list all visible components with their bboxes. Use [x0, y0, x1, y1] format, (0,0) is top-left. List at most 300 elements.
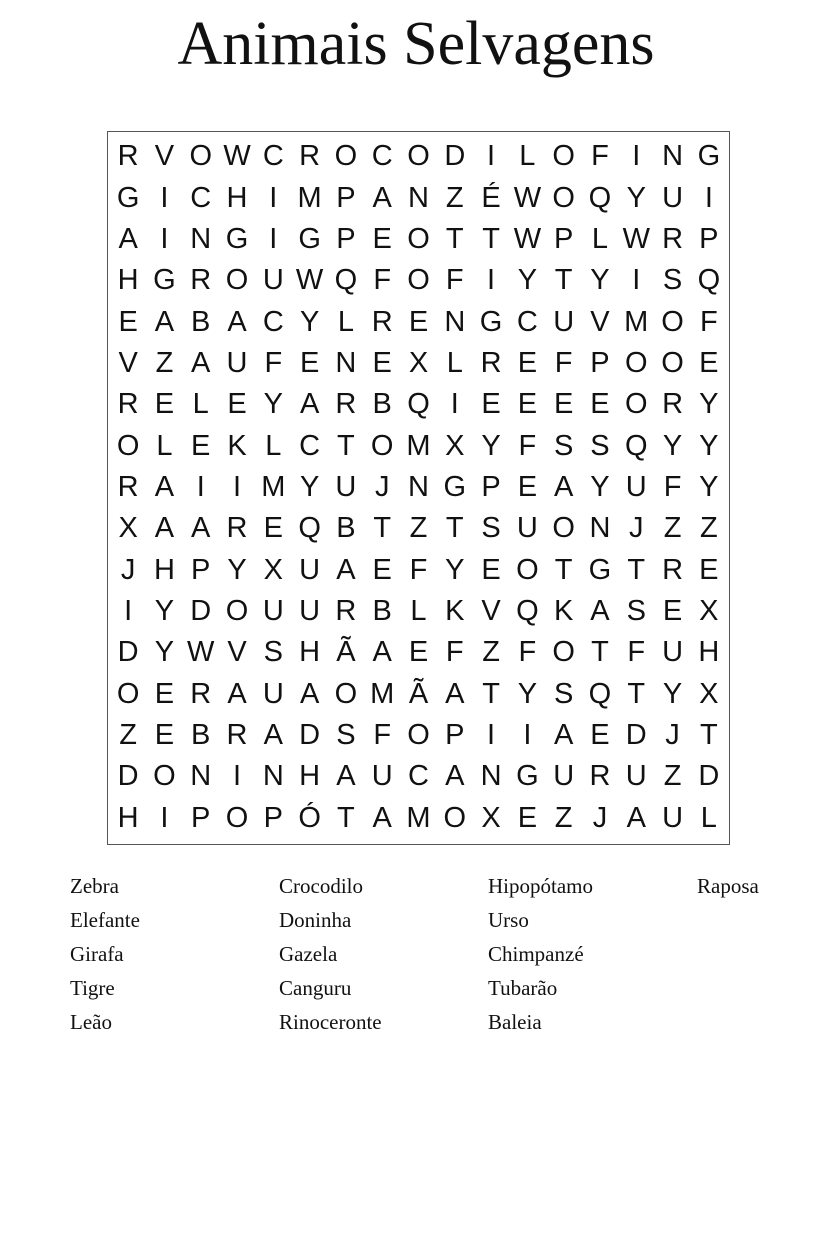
grid-cell: S: [481, 512, 501, 545]
grid-cell: W: [223, 140, 251, 173]
grid-cell: D: [190, 595, 212, 628]
grid-cell: T: [591, 636, 609, 669]
grid-cell: Q: [298, 512, 321, 545]
grid-cell: I: [487, 719, 496, 752]
grid-cell: E: [662, 595, 683, 628]
grid-cell: U: [662, 181, 684, 214]
grid-cell: B: [372, 388, 392, 421]
grid-cell: C: [408, 760, 429, 793]
grid-cell: C: [371, 140, 393, 173]
grid-cell: R: [190, 677, 212, 710]
grid-cell: U: [625, 470, 647, 503]
grid-cell: W: [622, 222, 650, 255]
grid-cell: X: [445, 429, 465, 462]
grid-cell: L: [156, 429, 173, 462]
grid-cell: Q: [697, 264, 721, 297]
word-list-item: Urso: [488, 908, 529, 932]
grid-cell: J: [374, 470, 390, 503]
grid-cell: U: [553, 305, 575, 338]
grid-cell: L: [446, 346, 463, 379]
grid-cell: A: [372, 636, 392, 669]
grid-cell: V: [154, 140, 175, 173]
grid-cell: Z: [119, 719, 137, 752]
grid-cell: N: [408, 181, 429, 214]
grid-cell: E: [408, 305, 429, 338]
grid-cell: E: [299, 346, 320, 379]
word-list-item: Rinoceronte: [279, 1010, 382, 1034]
grid-cell: Z: [482, 636, 500, 669]
grid-cell: O: [552, 140, 575, 173]
grid-cell: A: [191, 512, 211, 545]
grid-cell: R: [117, 388, 139, 421]
grid-cell: R: [589, 760, 611, 793]
grid-cell: H: [117, 264, 139, 297]
grid-cell: M: [624, 305, 649, 338]
grid-cell: E: [372, 346, 392, 379]
grid-cell: P: [263, 801, 283, 834]
grid-cell: O: [370, 429, 394, 462]
grid-cell: Z: [663, 512, 682, 545]
grid-cell: R: [335, 388, 357, 421]
grid-cell: Q: [407, 388, 430, 421]
grid-cell: A: [191, 346, 211, 379]
grid-cell: Z: [554, 801, 573, 834]
grid-cell: A: [590, 595, 610, 628]
grid-cell: A: [553, 470, 574, 503]
grid-cell: G: [298, 222, 321, 255]
grid-cell: E: [517, 346, 538, 379]
grid-cell: M: [297, 181, 322, 214]
grid-cell: B: [372, 595, 392, 628]
grid-cell: I: [160, 181, 169, 214]
grid-cell: Ã: [336, 636, 356, 669]
grid-cell: G: [116, 181, 140, 214]
grid-cell: Y: [299, 470, 320, 503]
grid-cell: O: [407, 222, 430, 255]
grid-cell: P: [481, 470, 501, 503]
grid-cell: T: [627, 553, 646, 586]
grid-cell: R: [299, 140, 321, 173]
grid-cell: C: [190, 181, 212, 214]
grid-cell: O: [225, 595, 249, 628]
grid-cell: T: [445, 222, 464, 255]
grid-cell: U: [226, 346, 248, 379]
grid-cell: A: [154, 470, 175, 503]
grid-cell: Y: [699, 388, 719, 421]
grid-cell: G: [479, 305, 503, 338]
grid-cell: Z: [445, 181, 464, 214]
grid-cell: I: [160, 222, 169, 255]
grid-cell: Y: [517, 264, 538, 297]
grid-cell: H: [117, 801, 139, 834]
grid-cell: M: [370, 677, 395, 710]
grid-cell: M: [406, 801, 431, 834]
grid-cell: X: [263, 553, 283, 586]
grid-cell: N: [262, 760, 284, 793]
grid-cell: A: [336, 760, 356, 793]
grid-cell: K: [445, 595, 465, 628]
grid-cell: I: [160, 801, 169, 834]
grid-cell: T: [554, 553, 573, 586]
grid-cell: I: [632, 264, 641, 297]
grid-cell: G: [516, 760, 539, 793]
grid-cell: C: [299, 429, 321, 462]
grid-cell: E: [154, 388, 175, 421]
word-list-item: Elefante: [70, 908, 140, 932]
grid-cell: H: [698, 636, 720, 669]
grid-cell: O: [552, 181, 575, 214]
grid-cell: Q: [588, 181, 612, 214]
grid-cell: E: [590, 388, 610, 421]
grid-cell: O: [116, 677, 140, 710]
grid-cell: A: [553, 719, 574, 752]
grid-cell: R: [226, 512, 248, 545]
grid-cell: G: [588, 553, 612, 586]
grid-cell: A: [154, 512, 175, 545]
grid-cell: X: [699, 595, 719, 628]
grid-cell: N: [480, 760, 502, 793]
grid-cell: E: [481, 553, 501, 586]
grid-cell: A: [118, 222, 138, 255]
grid-cell: D: [117, 636, 139, 669]
grid-cell: X: [118, 512, 138, 545]
grid-cell: L: [519, 140, 536, 173]
grid-cell: W: [295, 264, 324, 297]
grid-cell: N: [190, 222, 212, 255]
grid-cell: X: [481, 801, 501, 834]
word-list-item: Raposa: [697, 874, 759, 898]
grid-cell: N: [589, 512, 611, 545]
grid-cell: R: [117, 140, 139, 173]
grid-cell: E: [408, 636, 429, 669]
grid-cell: R: [335, 595, 357, 628]
word-list-item: Hipopótamo: [488, 874, 593, 898]
grid-cell: E: [227, 388, 247, 421]
grid-cell: K: [227, 429, 247, 462]
word-list-item: Tigre: [70, 976, 115, 1000]
grid-cell: P: [445, 719, 465, 752]
grid-cell: T: [554, 264, 573, 297]
grid-cell: G: [697, 140, 721, 173]
grid-cell: O: [225, 264, 249, 297]
word-list-item: Baleia: [488, 1010, 542, 1034]
grid-cell: Y: [699, 470, 719, 503]
grid-cell: F: [264, 346, 283, 379]
grid-cell: P: [191, 553, 211, 586]
grid-cell: Y: [481, 429, 501, 462]
grid-cell: E: [699, 553, 719, 586]
grid-cell: A: [445, 760, 465, 793]
grid-cell: Y: [154, 636, 175, 669]
grid-cell: O: [516, 553, 539, 586]
grid-cell: V: [481, 595, 501, 628]
grid-cell: L: [410, 595, 427, 628]
grid-cell: M: [406, 429, 431, 462]
grid-cell: E: [553, 388, 574, 421]
grid-cell: O: [443, 801, 467, 834]
grid-cell: É: [481, 181, 501, 214]
grid-cell: O: [552, 636, 575, 669]
grid-cell: S: [662, 264, 683, 297]
grid-cell: R: [190, 264, 212, 297]
grid-cell: A: [299, 388, 320, 421]
grid-cell: I: [232, 760, 242, 793]
grid-cell: F: [409, 553, 428, 586]
grid-cell: F: [445, 636, 464, 669]
grid-cell: A: [299, 677, 320, 710]
grid-cell: B: [336, 512, 356, 545]
puzzle-grid: [110, 136, 727, 839]
grid-cell: L: [265, 429, 282, 462]
grid-cell: O: [334, 677, 358, 710]
grid-cell: F: [699, 305, 718, 338]
grid-cell: Q: [334, 264, 358, 297]
grid-cell: Q: [588, 677, 612, 710]
grid-cell: D: [444, 140, 466, 173]
grid-cell: P: [336, 222, 356, 255]
grid-cell: I: [523, 719, 532, 752]
grid-cell: S: [553, 677, 574, 710]
grid-cell: V: [590, 305, 610, 338]
grid-cell: N: [662, 140, 684, 173]
grid-cell: H: [299, 760, 321, 793]
grid-cell: O: [153, 760, 176, 793]
grid-cell: Y: [445, 553, 465, 586]
grid-cell: U: [262, 264, 284, 297]
grid-cell: L: [700, 801, 717, 834]
grid-cell: E: [263, 512, 283, 545]
grid-cell: D: [299, 719, 321, 752]
grid-cell: Y: [699, 429, 719, 462]
grid-cell: E: [590, 719, 610, 752]
grid-cell: S: [590, 429, 610, 462]
grid-cell: Y: [662, 429, 683, 462]
grid-cell: F: [591, 140, 609, 173]
grid-cell: P: [336, 181, 356, 214]
grid-cell: L: [192, 388, 209, 421]
grid-cell: T: [699, 719, 718, 752]
grid-cell: F: [627, 636, 646, 669]
grid-cell: P: [699, 222, 719, 255]
grid-cell: I: [269, 222, 278, 255]
grid-cell: Y: [590, 264, 610, 297]
grid-cell: E: [372, 553, 392, 586]
grid-cell: E: [154, 719, 175, 752]
grid-cell: I: [232, 470, 242, 503]
grid-cell: T: [482, 222, 500, 255]
grid-cell: O: [624, 388, 648, 421]
grid-cell: A: [227, 305, 247, 338]
grid-cell: A: [445, 677, 465, 710]
grid-cell: O: [189, 140, 212, 173]
grid-cell: B: [191, 719, 211, 752]
grid-cell: O: [624, 346, 648, 379]
word-list-item: Tubarão: [488, 976, 558, 1000]
grid-cell: X: [699, 677, 719, 710]
grid-cell: T: [482, 677, 500, 710]
grid-cell: I: [487, 264, 496, 297]
grid-cell: I: [632, 140, 641, 173]
grid-cell: W: [513, 181, 542, 214]
word-list-item: Gazela: [279, 942, 338, 966]
grid-cell: E: [517, 470, 538, 503]
grid-cell: Ó: [298, 801, 321, 834]
grid-cell: L: [337, 305, 354, 338]
grid-cell: A: [263, 719, 283, 752]
page-title: Animais Selvagens: [177, 10, 655, 78]
grid-cell: H: [299, 636, 321, 669]
grid-cell: J: [665, 719, 680, 752]
grid-cell: U: [516, 512, 538, 545]
grid-cell: T: [373, 512, 392, 545]
grid-cell: O: [661, 346, 684, 379]
grid-cell: Z: [663, 760, 682, 793]
grid-cell: R: [662, 553, 684, 586]
grid-cell: U: [262, 595, 284, 628]
grid-cell: O: [407, 264, 430, 297]
grid-cell: U: [299, 595, 321, 628]
grid-cell: G: [153, 264, 176, 297]
word-list-item: Doninha: [279, 908, 352, 932]
grid-cell: J: [629, 512, 644, 545]
grid-cell: E: [154, 677, 175, 710]
grid-cell: A: [336, 553, 356, 586]
grid-cell: U: [371, 760, 393, 793]
grid-cell: E: [517, 801, 538, 834]
grid-cell: W: [513, 222, 542, 255]
word-list-item: Crocodilo: [279, 874, 363, 898]
grid-cell: Y: [662, 677, 683, 710]
grid-cell: Y: [626, 181, 646, 214]
grid-cell: G: [225, 222, 249, 255]
grid-cell: N: [335, 346, 357, 379]
grid-cell: Q: [516, 595, 539, 628]
grid-cell: F: [518, 429, 537, 462]
grid-cell: R: [117, 470, 139, 503]
grid-cell: D: [698, 760, 720, 793]
grid-cell: T: [337, 429, 355, 462]
grid-cell: O: [225, 801, 249, 834]
grid-cell: F: [373, 264, 392, 297]
grid-cell: Y: [299, 305, 320, 338]
grid-cell: T: [337, 801, 355, 834]
word-list-item: Chimpanzé: [488, 942, 584, 966]
grid-cell: W: [187, 636, 215, 669]
grid-cell: E: [517, 388, 538, 421]
grid-cell: R: [662, 222, 684, 255]
grid-cell: F: [445, 264, 464, 297]
grid-cell: T: [445, 512, 464, 545]
grid-cell: Z: [155, 346, 174, 379]
grid-cell: X: [408, 346, 429, 379]
grid-cell: O: [552, 512, 575, 545]
grid-cell: O: [116, 429, 140, 462]
grid-cell: A: [227, 677, 247, 710]
grid-cell: R: [662, 388, 684, 421]
grid-cell: U: [299, 553, 321, 586]
grid-cell: H: [153, 553, 175, 586]
grid-cell: O: [407, 140, 430, 173]
grid-cell: S: [336, 719, 356, 752]
grid-cell: O: [407, 719, 430, 752]
grid-cell: I: [269, 181, 278, 214]
grid-cell: U: [262, 677, 284, 710]
grid-cell: Y: [154, 595, 175, 628]
grid-cell: I: [487, 140, 496, 173]
grid-cell: P: [553, 222, 574, 255]
grid-cell: N: [190, 760, 212, 793]
word-list: [70, 873, 810, 1043]
grid-cell: Z: [699, 512, 718, 545]
grid-cell: S: [626, 595, 646, 628]
grid-cell: V: [118, 346, 138, 379]
grid-cell: O: [661, 305, 684, 338]
grid-cell: U: [335, 470, 357, 503]
grid-cell: D: [625, 719, 647, 752]
grid-cell: N: [444, 305, 466, 338]
grid-cell: P: [191, 801, 211, 834]
grid-cell: E: [699, 346, 719, 379]
grid-cell: E: [118, 305, 138, 338]
grid-cell: Z: [409, 512, 428, 545]
grid-cell: A: [372, 181, 392, 214]
grid-cell: G: [443, 470, 467, 503]
grid-cell: J: [120, 553, 136, 586]
grid-cell: A: [626, 801, 646, 834]
grid-cell: P: [590, 346, 610, 379]
grid-cell: S: [263, 636, 283, 669]
word-list-item: Zebra: [70, 874, 119, 898]
grid-cell: C: [516, 305, 538, 338]
grid-cell: I: [450, 388, 459, 421]
grid-cell: N: [408, 470, 429, 503]
grid-cell: E: [372, 222, 392, 255]
grid-cell: A: [154, 305, 175, 338]
grid-cell: U: [662, 636, 684, 669]
grid-cell: I: [124, 595, 133, 628]
grid-cell: I: [704, 181, 713, 214]
grid-cell: Y: [517, 677, 538, 710]
grid-cell: F: [373, 719, 392, 752]
grid-cell: B: [191, 305, 211, 338]
grid-cell: Y: [590, 470, 610, 503]
grid-cell: C: [262, 140, 284, 173]
grid-cell: H: [226, 181, 248, 214]
grid-cell: J: [592, 801, 608, 834]
grid-cell: U: [662, 801, 684, 834]
grid-cell: F: [554, 346, 573, 379]
grid-cell: T: [627, 677, 646, 710]
grid-cell: L: [591, 222, 609, 255]
word-list-item: Canguru: [279, 976, 352, 1000]
grid-cell: Y: [263, 388, 283, 421]
grid-cell: Q: [624, 429, 648, 462]
grid-cell: R: [226, 719, 248, 752]
grid-cell: R: [371, 305, 393, 338]
grid-cell: C: [262, 305, 284, 338]
grid-cell: U: [553, 760, 575, 793]
grid-cell: R: [480, 346, 502, 379]
grid-cell: S: [553, 429, 574, 462]
grid-cell: U: [625, 760, 647, 793]
grid-cell: I: [196, 470, 205, 503]
grid-cell: O: [334, 140, 358, 173]
grid-cell: Ã: [408, 677, 429, 710]
grid-cell: E: [191, 429, 211, 462]
grid-cell: M: [261, 470, 286, 503]
word-list-item: Leão: [70, 1010, 112, 1034]
grid-cell: A: [372, 801, 392, 834]
